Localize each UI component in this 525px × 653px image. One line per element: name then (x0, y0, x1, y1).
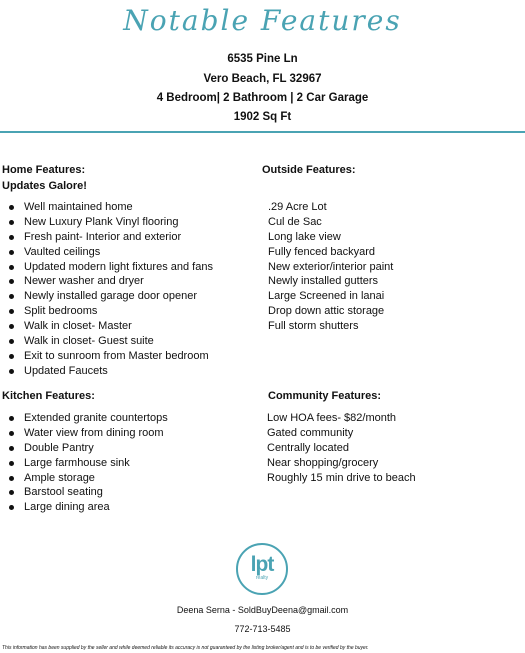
header-divider (0, 131, 525, 133)
logo-text: lpt (250, 553, 274, 576)
list-item: Newly installed garage door opener (2, 289, 213, 304)
list-item: New Luxury Plank Vinyl flooring (2, 215, 213, 230)
list-item: Newer washer and dryer (2, 274, 213, 289)
list-item: Vaulted ceilings (2, 245, 213, 260)
home-features-list (2, 200, 213, 379)
list-item: Large farmhouse sink (2, 456, 168, 471)
home-features-subheading: Updates Galore! (2, 180, 87, 192)
list-item: Updated Faucets (2, 364, 213, 379)
city-state-zip: Vero Beach, FL 32967 (203, 73, 322, 85)
community-features-list (267, 411, 416, 485)
agent-phone: 772-713-5485 (234, 624, 291, 634)
list-item: Walk in closet- Guest suite (2, 334, 213, 349)
list-item: Newly installed gutters (268, 275, 379, 288)
list-item: Fully fenced backyard (268, 245, 375, 258)
list-item: Water view from dining room (2, 426, 168, 441)
kitchen-features-list (2, 411, 168, 515)
list-item: Long lake view (268, 230, 341, 243)
list-item: Double Pantry (2, 441, 168, 456)
list-item: Cul de Sac (268, 215, 322, 228)
list-item: Near shopping/grocery (267, 456, 379, 469)
list-item: Exit to sunroom from Master bedroom (2, 349, 213, 364)
list-item: Roughly 15 min drive to beach (267, 471, 416, 484)
list-item: Ample storage (2, 471, 168, 486)
community-features-heading: Community Features: (268, 390, 382, 402)
list-item: Full storm shutters (268, 320, 359, 333)
lpt-realty-logo (236, 543, 288, 595)
agent-contact: Deena Serna - SoldBuyDeena@gmail.com (176, 605, 349, 615)
page-title: Notable Features (123, 4, 402, 37)
list-item: Barstool seating (2, 485, 168, 500)
list-item: Extended granite countertops (2, 411, 168, 426)
list-item: Well maintained home (2, 200, 213, 215)
list-item: New exterior/interior paint (268, 260, 394, 273)
list-item: Large Screened in lanai (268, 290, 385, 303)
outside-features-heading: Outside Features: (262, 164, 356, 176)
list-item: Low HOA fees- $82/month (267, 412, 397, 424)
list-item: Drop down attic storage (268, 305, 385, 318)
list-item: Split bedrooms (2, 304, 213, 319)
kitchen-features-heading: Kitchen Features: (2, 390, 95, 402)
disclaimer: This information has been supplied by the seller and while deemed reliable its accuracy is not guaranteed by the listing broker/agent and is to be verified by the buyer. (2, 645, 369, 651)
outside-features-list (268, 200, 393, 334)
list-item: .29 Acre Lot (268, 201, 327, 213)
room-summary: 4 Bedroom| 2 Bathroom | 2 Car Garage (156, 92, 369, 104)
list-item: Updated modern light fixtures and fans (2, 260, 213, 275)
street-address: 6535 Pine Ln (227, 53, 298, 65)
home-features-heading: Home Features: (2, 164, 86, 176)
list-item: Centrally located (267, 441, 349, 454)
logo-subtext: realty (255, 575, 269, 581)
square-footage: 1902 Sq Ft (233, 111, 292, 123)
list-item: Large dining area (2, 500, 168, 515)
list-item: Walk in closet- Master (2, 319, 213, 334)
list-item: Gated community (267, 426, 354, 439)
list-item: Fresh paint- Interior and exterior (2, 230, 213, 245)
